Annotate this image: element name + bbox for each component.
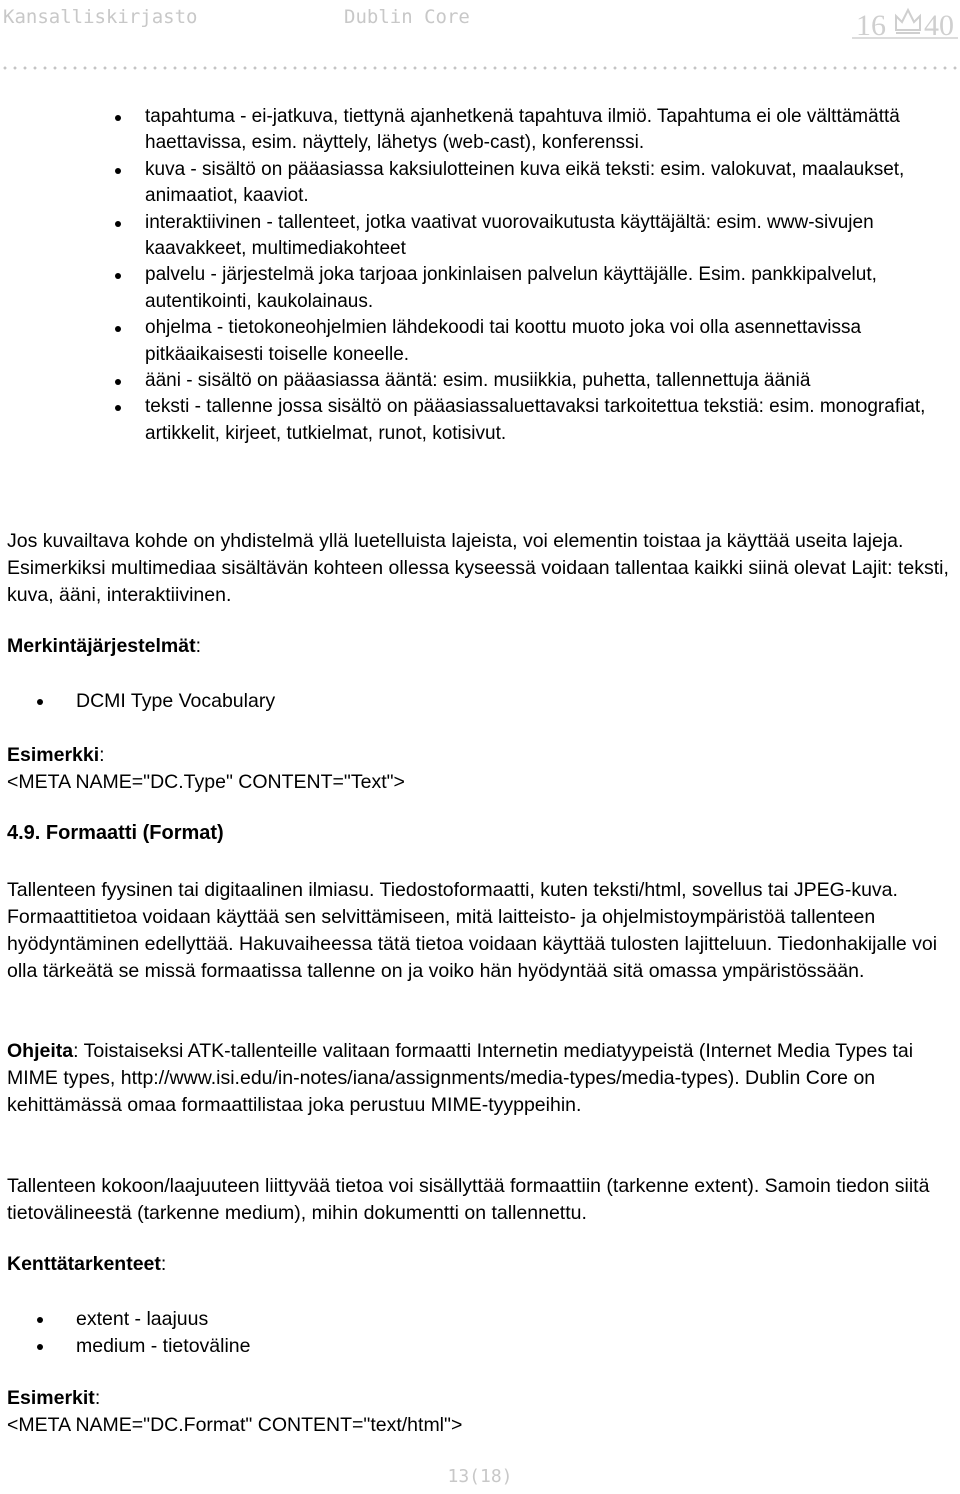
section-title: 4.9. Formaatti (Format)	[7, 822, 224, 844]
list-item: palvelu - järjestelmä joka tarjoaa jonkinlaisen palvelun käyttäjälle. Esim. pankkipalvelut, autentikointi, kaukolainaus.	[145, 262, 955, 315]
logo-year-right: 40	[924, 9, 954, 40]
guide-text: : Toistaiseksi ATK-tallenteille valitaan formaatti Internetin mediatyypeistä (Internet Media Types tai MIME types, http://www.isi.edu/in-notes/iana/assignments/media-types/media-types). Dublin Core on kehittämässä omaa formaattilistaa joka perustuu MIME-tyyppeihin.	[7, 1040, 914, 1116]
examples-colon: :	[94, 1387, 101, 1409]
header-center-title: Dublin Core	[344, 6, 470, 28]
qualifiers-label: Kenttätarkenteet	[7, 1253, 161, 1275]
qualifiers-colon: :	[160, 1253, 167, 1275]
combination-paragraph: Jos kuvailtava kohde on yhdistelmä yllä luetelluista lajeista, voi elementin toistaa ja käyttää useita lajeja. Esimerkiksi multimediaa sisältävän kohteen ollessa kyseessä voidaan tallentaa kaikki siinä olevat Lajit: teksti, kuva, ääni, interaktiivinen.	[7, 530, 949, 606]
example-label: Esimerkki	[7, 744, 100, 766]
list-item: interaktiivinen - tallenteet, jotka vaativat vuorovaikutusta käyttäjältä: esim. www-sivujen kaavakkeet, multimediakohteet	[145, 210, 955, 263]
examples-heading	[7, 1385, 952, 1412]
list-item: extent - laajuus	[76, 1306, 251, 1333]
guide-label: Ohjeita	[7, 1040, 74, 1062]
header-left-title: Kansalliskirjasto	[3, 6, 198, 28]
list-item: teksti - tallenne jossa sisältö on pääasiassaluettavaksi tarkoitettua tekstiä: esim. monografiat, artikkelit, kirjeet, tutkielmat, runot, kotisivut.	[145, 394, 955, 447]
page-header	[0, 0, 960, 40]
extent-paragraph: Tallenteen kokoon/laajuuteen liittyvää tietoa voi sisällyttää formaattiin (tarkenne extent). Samoin tiedon siitä tietovälineestä (tarkenne medium), mihin dokumentti on tallennettu.	[7, 1175, 930, 1224]
example-heading	[7, 742, 952, 769]
list-item: DCMI Type Vocabulary	[76, 688, 275, 715]
page-number: 13(18)	[447, 1466, 513, 1487]
list-item: kuva - sisältö on pääasiassa kaksiulotteinen kuva eikä teksti: esim. valokuvat, maalaukset, animaatiot, kaaviot.	[145, 157, 955, 210]
library-logo	[852, 2, 960, 40]
header-divider	[0, 66, 960, 70]
example-colon: :	[99, 744, 105, 766]
logo-year-left: 16	[856, 9, 886, 40]
format-description: Tallenteen fyysinen tai digitaalinen ilmiasu. Tiedostoformaatti, kuten teksti/html, sovellus tai JPEG-kuva. Formaattitietoa voidaan käyttää sen selvittämiseen, mitä laitteisto- ja ohjelmistoympäristöä tallenteen hyödyntäminen edellyttää. Hakuvaiheessa tätä tietoa voidaan käyttää tulosten lajitteluun. Tiedonhakijalle voi olla tärkeätä se missä formaatissa tallenne on ja voiko hän hyödyntää sitä omassa ympäristössään.	[7, 879, 938, 982]
notation-heading	[7, 633, 952, 660]
notation-colon: :	[195, 635, 202, 657]
notation-list	[76, 688, 275, 715]
notation-label: Merkintäjärjestelmät	[7, 635, 196, 657]
list-item: medium - tietoväline	[76, 1333, 251, 1360]
list-item: tapahtuma - ei-jatkuva, tiettynä ajanhetkenä tapahtuva ilmiö. Tapahtuma ei ole välttämättä haettavissa, esim. näyttely, lähetys (web-cast), konferenssi.	[145, 104, 955, 157]
list-item: ääni - sisältö on pääasiassa ääntä: esim. musiikkia, puhetta, tallennettuja ääniä	[145, 368, 955, 394]
examples-label: Esimerkit	[7, 1387, 95, 1409]
examples-code: <META NAME="DC.Format" CONTENT="text/html">	[7, 1414, 463, 1436]
example-code: <META NAME="DC.Type" CONTENT="Text">	[7, 771, 405, 793]
list-item: ohjelma - tietokoneohjelmien lähdekoodi tai koottu muoto joka voi olla asennettavissa pitkäaikaisesti toiselle koneelle.	[145, 315, 955, 368]
guide-paragraph	[7, 1038, 952, 1119]
type-list	[145, 104, 955, 447]
qualifiers-heading	[7, 1251, 952, 1278]
crown-icon	[896, 10, 920, 33]
qualifiers-list	[76, 1306, 251, 1360]
